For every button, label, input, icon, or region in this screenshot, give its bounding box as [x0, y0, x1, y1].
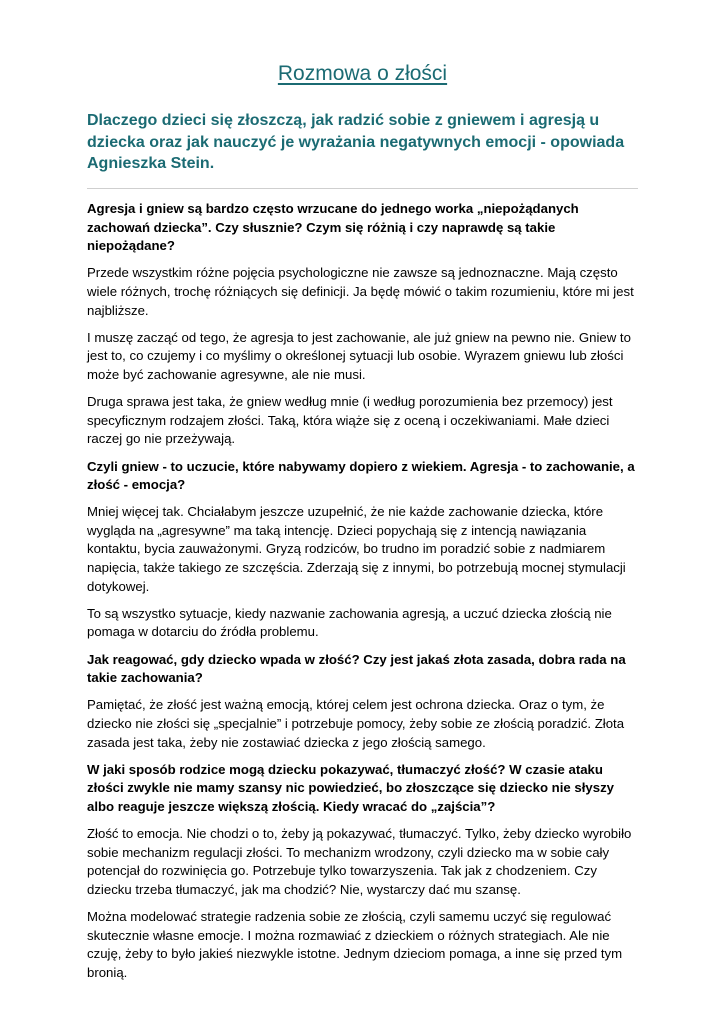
interview-answer: Przede wszystkim różne pojęcia psychologiczne nie zawsze są jednoznaczne. Mają często wiele różnych, trochę różniących się definicji. Ja będę mówić o takim rozumieniu, które mi jest najbliższe. [87, 265, 634, 318]
divider [87, 188, 638, 189]
interview-answer: Złość to emocja. Nie chodzi o to, żeby ją pokazywać, tłumaczyć. Tylko, żeby dziecko wyrobiło sobie mechanizm regulacji złości. To mechanizm wrodzony, czyli dziecko ma w sobie cały potencjał do rozwinięcia go. Potrzebuje tylko towarzyszenia. Tak jak z chodzeniem. Czy dziecku trzeba tłumaczyć, jak ma chodzić? Nie, wystarczy dać mu szansę. [87, 826, 632, 897]
interview-answer: Pamiętać, że złość jest ważną emocją, której celem jest ochrona dziecka. Oraz o tym, że dziecko nie złości się „specjalnie” i potrzebuje pomocy, żeby sobie ze złością poradzić. Złota zasada jest taka, żeby nie zostawiać dziecka z jego złością samego. [87, 697, 625, 750]
article-lead: Dlaczego dzieci się złoszczą, jak radzić sobie z gniewem i agresją u dziecka oraz jak nauczyć je wyrażania negatywnych emocji - opowiada Agnieszka Stein. [87, 112, 625, 172]
interview-question: W jaki sposób rodzice mogą dziecku pokazywać, tłumaczyć złość? W czasie ataku złości zwykle nie mamy szansy nic powiedzieć, bo złoszczące się dziecko nie słyszy albo reaguje jeszcze większą złością. Kiedy wracać do „zajścia”? [87, 761, 614, 814]
article-body [87, 200, 638, 991]
interview-answer: Można modelować strategie radzenia sobie ze złością, czyli samemu uczyć się regulować skutecznie własne emocje. I można rozmawiać z dzieckiem o różnych strategiach. Ale nie czuję, żeby to było jakieś niezwykle istotne. Jednym dzieciom pomaga, a inne się przed tym bronią. [87, 909, 623, 980]
interview-answer: Mniej więcej tak. Chciałabym jeszcze uzupełnić, że nie każde zachowanie dziecka, które wygląda na „agresywne” ma taką intencję. Dzieci popychają się z intencją nawiązania kontaktu, bycia zauważonymi. Gryzą rodziców, bo trudno im poradzić sobie z nadmiarem napięcia, także takiego ze szczęścia. Zderzają się z innymi, bo potrzebują mocnej stymulacji dotykowej. [87, 504, 626, 594]
interview-question: Agresja i gniew są bardzo często wrzucane do jednego worka „niepożądanych zachowań dziecka”. Czy słusznie? Czym się różnią i czy naprawdę są takie niepożądane? [87, 201, 579, 254]
interview-answer: I muszę zacząć od tego, że agresja to jest zachowanie, ale już gniew na pewno nie. Gniew to jest to, co czujemy i co myślimy o określonej sytuacji lub osobie. Wyrazem gniewu lub złości może być zachowanie agresywne, ale nie musi. [87, 329, 631, 382]
interview-answer: To są wszystko sytuacje, kiedy nazwanie zachowania agresją, a uczuć dziecka złością nie pomaga w dotarciu do źródła problemu. [87, 605, 612, 640]
interview-question: Jak reagować, gdy dziecko wpada w złość? Czy jest jakaś złota zasada, dobra rada na takie zachowania? [87, 651, 626, 686]
interview-answer: Druga sprawa jest taka, że gniew według mnie (i według porozumienia bez przemocy) jest specyficznym rodzajem złości. Taką, która wiąże się z oceną i oczekiwaniami. Małe dzieci raczej go nie przeżywają. [87, 394, 613, 447]
interview-question: Czyli gniew - to uczucie, które nabywamy dopiero z wiekiem. Agresja - to zachowanie, a złość - emocja? [87, 458, 635, 493]
page-title: Rozmowa o złości [277, 62, 448, 85]
